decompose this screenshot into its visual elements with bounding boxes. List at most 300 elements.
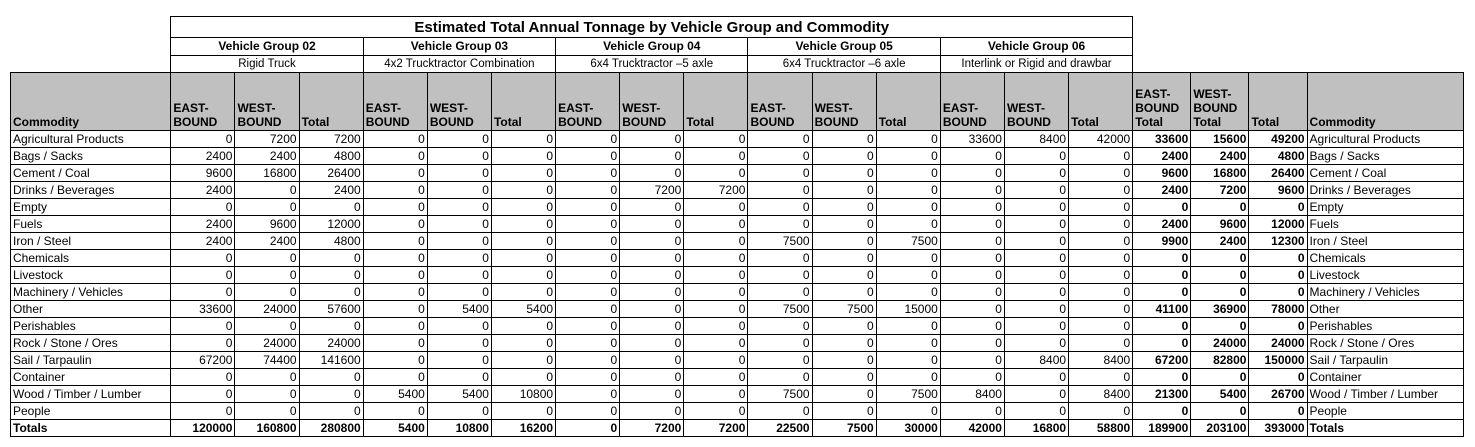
value-cell: 0 xyxy=(427,284,491,301)
table-row xyxy=(11,386,1464,403)
commodity-label: Chemicals xyxy=(11,250,171,267)
value-cell: 0 xyxy=(556,335,620,352)
value-cell: 0 xyxy=(171,386,235,403)
value-cell: 0 xyxy=(748,318,812,335)
value-cell: 0 xyxy=(940,403,1004,420)
blank-cell xyxy=(1133,56,1464,73)
table-row xyxy=(11,131,1464,148)
commodity-label-right: Sail / Tarpaulin xyxy=(1307,352,1463,369)
value-cell: 2400 xyxy=(299,182,363,199)
total-value-cell: 7500 xyxy=(812,420,876,437)
value-cell: 0 xyxy=(556,131,620,148)
value-cell: 2400 xyxy=(235,233,299,250)
value-cell: 0 xyxy=(620,318,684,335)
value-cell: 0 xyxy=(812,199,876,216)
value-cell: 0 xyxy=(1069,284,1133,301)
total-cell: 0 xyxy=(1191,318,1249,335)
total-cell: 41100 xyxy=(1133,301,1191,318)
value-cell: 0 xyxy=(812,352,876,369)
commodity-label: Other xyxy=(11,301,171,318)
value-cell: 0 xyxy=(363,267,427,284)
value-cell: 0 xyxy=(812,369,876,386)
vehicle-type: Rigid Truck xyxy=(171,56,363,73)
value-cell: 0 xyxy=(556,284,620,301)
value-cell: 0 xyxy=(427,352,491,369)
commodity-label: Bags / Sacks xyxy=(11,148,171,165)
total-cell: 0 xyxy=(1191,284,1249,301)
value-cell: 7500 xyxy=(748,233,812,250)
value-cell: 0 xyxy=(620,301,684,318)
total-cell: 9900 xyxy=(1133,233,1191,250)
value-cell: 0 xyxy=(684,352,748,369)
header-west-bound: WEST-BOUND xyxy=(620,73,684,131)
table-row xyxy=(11,369,1464,386)
value-cell: 0 xyxy=(299,250,363,267)
blank-cell xyxy=(11,38,171,56)
value-cell: 0 xyxy=(427,131,491,148)
value-cell: 0 xyxy=(1069,403,1133,420)
value-cell: 0 xyxy=(1069,165,1133,182)
value-cell: 0 xyxy=(812,233,876,250)
total-cell: 78000 xyxy=(1249,301,1307,318)
totals-label-right: Totals xyxy=(1307,420,1463,437)
vehicle-group-name: Vehicle Group 04 xyxy=(556,38,748,56)
value-cell: 0 xyxy=(491,148,555,165)
value-cell: 0 xyxy=(363,233,427,250)
total-value-cell: 120000 xyxy=(171,420,235,437)
commodity-label: Perishables xyxy=(11,318,171,335)
value-cell: 0 xyxy=(363,148,427,165)
total-cell: 0 xyxy=(1133,369,1191,386)
value-cell: 0 xyxy=(620,403,684,420)
commodity-label: Livestock xyxy=(11,267,171,284)
value-cell: 0 xyxy=(940,335,1004,352)
value-cell: 0 xyxy=(748,131,812,148)
value-cell: 0 xyxy=(556,233,620,250)
total-value-cell: 280800 xyxy=(299,420,363,437)
value-cell: 8400 xyxy=(940,386,1004,403)
value-cell: 0 xyxy=(812,403,876,420)
value-cell: 8400 xyxy=(1004,131,1068,148)
header-west-bound-total: WEST-BOUND Total xyxy=(1191,73,1249,131)
value-cell: 0 xyxy=(363,369,427,386)
blank-cell xyxy=(11,56,171,73)
value-cell: 0 xyxy=(812,267,876,284)
value-cell: 0 xyxy=(363,335,427,352)
value-cell: 0 xyxy=(299,267,363,284)
value-cell: 0 xyxy=(1004,182,1068,199)
value-cell: 5400 xyxy=(491,301,555,318)
value-cell: 0 xyxy=(684,318,748,335)
total-cell: 7200 xyxy=(1191,182,1249,199)
total-value-cell: 30000 xyxy=(876,420,940,437)
total-cell: 0 xyxy=(1249,267,1307,284)
commodity-label-right: Container xyxy=(1307,369,1463,386)
value-cell: 0 xyxy=(427,369,491,386)
total-cell: 26700 xyxy=(1249,386,1307,403)
total-cell: 36900 xyxy=(1191,301,1249,318)
value-cell: 0 xyxy=(235,267,299,284)
vehicle-group-name: Vehicle Group 03 xyxy=(363,38,555,56)
value-cell: 0 xyxy=(1004,216,1068,233)
value-cell: 0 xyxy=(1069,233,1133,250)
value-cell: 0 xyxy=(235,250,299,267)
value-cell: 0 xyxy=(812,182,876,199)
header-east-bound: EAST-BOUND xyxy=(363,73,427,131)
grand-total-cell: 203100 xyxy=(1191,420,1249,437)
total-cell: 16800 xyxy=(1191,165,1249,182)
total-cell: 0 xyxy=(1249,318,1307,335)
value-cell: 0 xyxy=(876,199,940,216)
value-cell: 2400 xyxy=(235,148,299,165)
value-cell: 0 xyxy=(748,335,812,352)
commodity-label-right: Empty xyxy=(1307,199,1463,216)
value-cell: 0 xyxy=(235,403,299,420)
value-cell: 0 xyxy=(876,335,940,352)
value-cell: 2400 xyxy=(171,233,235,250)
value-cell: 0 xyxy=(876,352,940,369)
value-cell: 8400 xyxy=(1004,352,1068,369)
value-cell: 0 xyxy=(299,284,363,301)
value-cell: 0 xyxy=(876,182,940,199)
value-cell: 0 xyxy=(812,216,876,233)
value-cell: 0 xyxy=(876,369,940,386)
total-cell: 0 xyxy=(1249,284,1307,301)
value-cell: 0 xyxy=(620,233,684,250)
commodity-label-right: Machinery / Vehicles xyxy=(1307,284,1463,301)
total-cell: 49200 xyxy=(1249,131,1307,148)
vehicle-type: 4x2 Trucktractor Combination xyxy=(363,56,555,73)
value-cell: 15000 xyxy=(876,301,940,318)
total-value-cell: 22500 xyxy=(748,420,812,437)
value-cell: 0 xyxy=(876,403,940,420)
value-cell: 0 xyxy=(1004,148,1068,165)
total-cell: 150000 xyxy=(1249,352,1307,369)
value-cell: 0 xyxy=(1004,318,1068,335)
value-cell: 0 xyxy=(876,216,940,233)
total-cell: 0 xyxy=(1133,284,1191,301)
total-cell: 9600 xyxy=(1249,182,1307,199)
value-cell: 0 xyxy=(235,369,299,386)
value-cell: 0 xyxy=(491,182,555,199)
value-cell: 7200 xyxy=(235,131,299,148)
value-cell: 0 xyxy=(556,369,620,386)
value-cell: 0 xyxy=(812,284,876,301)
value-cell: 0 xyxy=(171,131,235,148)
value-cell: 0 xyxy=(812,131,876,148)
value-cell: 0 xyxy=(1069,267,1133,284)
header-west-bound: WEST-BOUND xyxy=(812,73,876,131)
value-cell: 0 xyxy=(812,148,876,165)
value-cell: 0 xyxy=(748,216,812,233)
value-cell: 0 xyxy=(620,369,684,386)
value-cell: 0 xyxy=(427,165,491,182)
value-cell: 0 xyxy=(620,250,684,267)
total-cell: 0 xyxy=(1249,250,1307,267)
commodity-label-right: Iron / Steel xyxy=(1307,233,1463,250)
commodity-label-right: Livestock xyxy=(1307,267,1463,284)
value-cell: 0 xyxy=(1004,335,1068,352)
total-value-cell: 16800 xyxy=(1004,420,1068,437)
value-cell: 0 xyxy=(235,386,299,403)
vehicle-type: Interlink or Rigid and drawbar xyxy=(940,56,1132,73)
value-cell: 10800 xyxy=(491,386,555,403)
value-cell: 0 xyxy=(940,352,1004,369)
table-row xyxy=(11,233,1464,250)
value-cell: 2400 xyxy=(171,216,235,233)
header-total: Total xyxy=(876,73,940,131)
value-cell: 0 xyxy=(556,148,620,165)
value-cell: 0 xyxy=(427,267,491,284)
value-cell: 0 xyxy=(620,216,684,233)
value-cell: 0 xyxy=(363,165,427,182)
total-cell: 82800 xyxy=(1191,352,1249,369)
value-cell: 0 xyxy=(491,284,555,301)
commodity-label: Agricultural Products xyxy=(11,131,171,148)
vehicle-group-name: Vehicle Group 05 xyxy=(748,38,940,56)
table-row xyxy=(11,199,1464,216)
value-cell: 0 xyxy=(1069,318,1133,335)
value-cell: 33600 xyxy=(940,131,1004,148)
commodity-label: Cement / Coal xyxy=(11,165,171,182)
total-cell: 0 xyxy=(1133,267,1191,284)
header-total: Total xyxy=(684,73,748,131)
total-cell: 0 xyxy=(1191,267,1249,284)
value-cell: 7200 xyxy=(684,182,748,199)
value-cell: 2400 xyxy=(171,182,235,199)
value-cell: 0 xyxy=(556,182,620,199)
tonnage-table xyxy=(10,16,1464,437)
value-cell: 0 xyxy=(940,233,1004,250)
value-cell: 0 xyxy=(427,148,491,165)
total-cell: 2400 xyxy=(1191,233,1249,250)
value-cell: 0 xyxy=(940,182,1004,199)
total-cell: 0 xyxy=(1191,403,1249,420)
value-cell: 0 xyxy=(748,369,812,386)
commodity-label-right: Other xyxy=(1307,301,1463,318)
value-cell: 0 xyxy=(684,369,748,386)
value-cell: 0 xyxy=(491,335,555,352)
value-cell: 141600 xyxy=(299,352,363,369)
commodity-label: Container xyxy=(11,369,171,386)
value-cell: 7500 xyxy=(748,301,812,318)
total-cell: 0 xyxy=(1133,403,1191,420)
table-row xyxy=(11,284,1464,301)
value-cell: 0 xyxy=(1069,182,1133,199)
table-row xyxy=(11,301,1464,318)
value-cell: 12000 xyxy=(299,216,363,233)
table-row xyxy=(11,216,1464,233)
total-value-cell: 5400 xyxy=(363,420,427,437)
value-cell: 0 xyxy=(940,199,1004,216)
header-grand-total: Total xyxy=(1249,73,1307,131)
value-cell: 5400 xyxy=(363,386,427,403)
value-cell: 0 xyxy=(556,403,620,420)
commodity-label-right: Rock / Stone / Ores xyxy=(1307,335,1463,352)
value-cell: 0 xyxy=(684,233,748,250)
value-cell: 0 xyxy=(812,335,876,352)
total-cell: 2400 xyxy=(1191,148,1249,165)
value-cell: 0 xyxy=(876,165,940,182)
value-cell: 7500 xyxy=(812,301,876,318)
table-row xyxy=(11,250,1464,267)
value-cell: 4800 xyxy=(299,233,363,250)
value-cell: 0 xyxy=(491,318,555,335)
value-cell: 0 xyxy=(363,352,427,369)
value-cell: 0 xyxy=(427,199,491,216)
value-cell: 0 xyxy=(491,369,555,386)
commodity-label: Sail / Tarpaulin xyxy=(11,352,171,369)
blank-cell xyxy=(1133,17,1464,38)
value-cell: 0 xyxy=(620,267,684,284)
value-cell: 0 xyxy=(684,216,748,233)
value-cell: 0 xyxy=(556,216,620,233)
value-cell: 0 xyxy=(940,284,1004,301)
value-cell: 7500 xyxy=(876,386,940,403)
total-cell: 24000 xyxy=(1249,335,1307,352)
value-cell: 0 xyxy=(940,250,1004,267)
value-cell: 0 xyxy=(1004,284,1068,301)
table-row xyxy=(11,148,1464,165)
value-cell: 0 xyxy=(171,369,235,386)
commodity-label-right: Cement / Coal xyxy=(1307,165,1463,182)
commodity-label-right: Chemicals xyxy=(1307,250,1463,267)
value-cell: 0 xyxy=(876,318,940,335)
table-title: Estimated Total Annual Tonnage by Vehicle Group and Commodity xyxy=(171,17,1133,38)
total-cell: 24000 xyxy=(1191,335,1249,352)
value-cell: 0 xyxy=(299,386,363,403)
value-cell: 0 xyxy=(1069,199,1133,216)
value-cell: 0 xyxy=(171,284,235,301)
total-cell: 9600 xyxy=(1191,216,1249,233)
value-cell: 0 xyxy=(748,182,812,199)
table-row xyxy=(11,335,1464,352)
commodity-label-right: Bags / Sacks xyxy=(1307,148,1463,165)
value-cell: 9600 xyxy=(171,165,235,182)
total-cell: 0 xyxy=(1191,250,1249,267)
total-value-cell: 10800 xyxy=(427,420,491,437)
value-cell: 7200 xyxy=(620,182,684,199)
value-cell: 8400 xyxy=(1069,352,1133,369)
value-cell: 57600 xyxy=(299,301,363,318)
value-cell: 0 xyxy=(620,148,684,165)
value-cell: 0 xyxy=(684,148,748,165)
value-cell: 0 xyxy=(491,403,555,420)
value-cell: 0 xyxy=(363,131,427,148)
commodity-label: Iron / Steel xyxy=(11,233,171,250)
value-cell: 42000 xyxy=(1069,131,1133,148)
value-cell: 0 xyxy=(1069,216,1133,233)
value-cell: 0 xyxy=(363,216,427,233)
table-row xyxy=(11,165,1464,182)
value-cell: 0 xyxy=(1069,335,1133,352)
total-cell: 12000 xyxy=(1249,216,1307,233)
commodity-label-right: People xyxy=(1307,403,1463,420)
commodity-label-right: Fuels xyxy=(1307,216,1463,233)
total-cell: 0 xyxy=(1249,403,1307,420)
value-cell: 0 xyxy=(171,267,235,284)
value-cell: 0 xyxy=(427,403,491,420)
value-cell: 0 xyxy=(812,250,876,267)
table-row xyxy=(11,267,1464,284)
value-cell: 0 xyxy=(940,165,1004,182)
value-cell: 0 xyxy=(748,199,812,216)
value-cell: 0 xyxy=(299,403,363,420)
header-west-bound: WEST-BOUND xyxy=(235,73,299,131)
value-cell: 0 xyxy=(620,199,684,216)
value-cell: 0 xyxy=(876,131,940,148)
value-cell: 0 xyxy=(940,267,1004,284)
value-cell: 0 xyxy=(363,182,427,199)
total-cell: 2400 xyxy=(1133,216,1191,233)
totals-label: Totals xyxy=(11,420,171,437)
total-cell: 0 xyxy=(1133,318,1191,335)
value-cell: 0 xyxy=(940,148,1004,165)
value-cell: 0 xyxy=(1004,301,1068,318)
value-cell: 0 xyxy=(1069,301,1133,318)
commodity-label: Empty xyxy=(11,199,171,216)
value-cell: 0 xyxy=(299,199,363,216)
commodity-label-right: Drinks / Beverages xyxy=(1307,182,1463,199)
header-east-bound: EAST-BOUND xyxy=(940,73,1004,131)
total-cell: 15600 xyxy=(1191,131,1249,148)
header-east-bound-total: EAST-BOUND Total xyxy=(1133,73,1191,131)
value-cell: 7500 xyxy=(876,233,940,250)
table-row xyxy=(11,318,1464,335)
value-cell: 0 xyxy=(363,318,427,335)
value-cell: 0 xyxy=(684,267,748,284)
commodity-label-right: Perishables xyxy=(1307,318,1463,335)
value-cell: 0 xyxy=(363,301,427,318)
value-cell: 0 xyxy=(876,267,940,284)
value-cell: 7200 xyxy=(299,131,363,148)
value-cell: 0 xyxy=(620,386,684,403)
header-west-bound: WEST-BOUND xyxy=(1004,73,1068,131)
value-cell: 5400 xyxy=(427,386,491,403)
grand-total-cell: 393000 xyxy=(1249,420,1307,437)
value-cell: 0 xyxy=(684,386,748,403)
value-cell: 16800 xyxy=(235,165,299,182)
value-cell: 0 xyxy=(620,131,684,148)
total-cell: 0 xyxy=(1133,335,1191,352)
value-cell: 0 xyxy=(235,199,299,216)
commodity-label: Fuels xyxy=(11,216,171,233)
commodity-label: Wood / Timber / Lumber xyxy=(11,386,171,403)
value-cell: 0 xyxy=(363,199,427,216)
value-cell: 0 xyxy=(748,403,812,420)
total-cell: 0 xyxy=(1133,199,1191,216)
value-cell: 5400 xyxy=(427,301,491,318)
value-cell: 0 xyxy=(427,335,491,352)
value-cell: 0 xyxy=(684,284,748,301)
value-cell: 0 xyxy=(556,352,620,369)
value-cell: 0 xyxy=(748,284,812,301)
value-cell: 0 xyxy=(620,335,684,352)
commodity-label-right: Wood / Timber / Lumber xyxy=(1307,386,1463,403)
total-value-cell: 16200 xyxy=(491,420,555,437)
commodity-label-right: Agricultural Products xyxy=(1307,131,1463,148)
value-cell: 0 xyxy=(876,250,940,267)
total-cell: 2400 xyxy=(1133,148,1191,165)
value-cell: 0 xyxy=(299,369,363,386)
table-row xyxy=(11,352,1464,369)
value-cell: 0 xyxy=(1004,267,1068,284)
value-cell: 0 xyxy=(1069,148,1133,165)
value-cell: 24000 xyxy=(235,301,299,318)
value-cell: 0 xyxy=(491,250,555,267)
value-cell: 9600 xyxy=(235,216,299,233)
value-cell: 0 xyxy=(876,284,940,301)
